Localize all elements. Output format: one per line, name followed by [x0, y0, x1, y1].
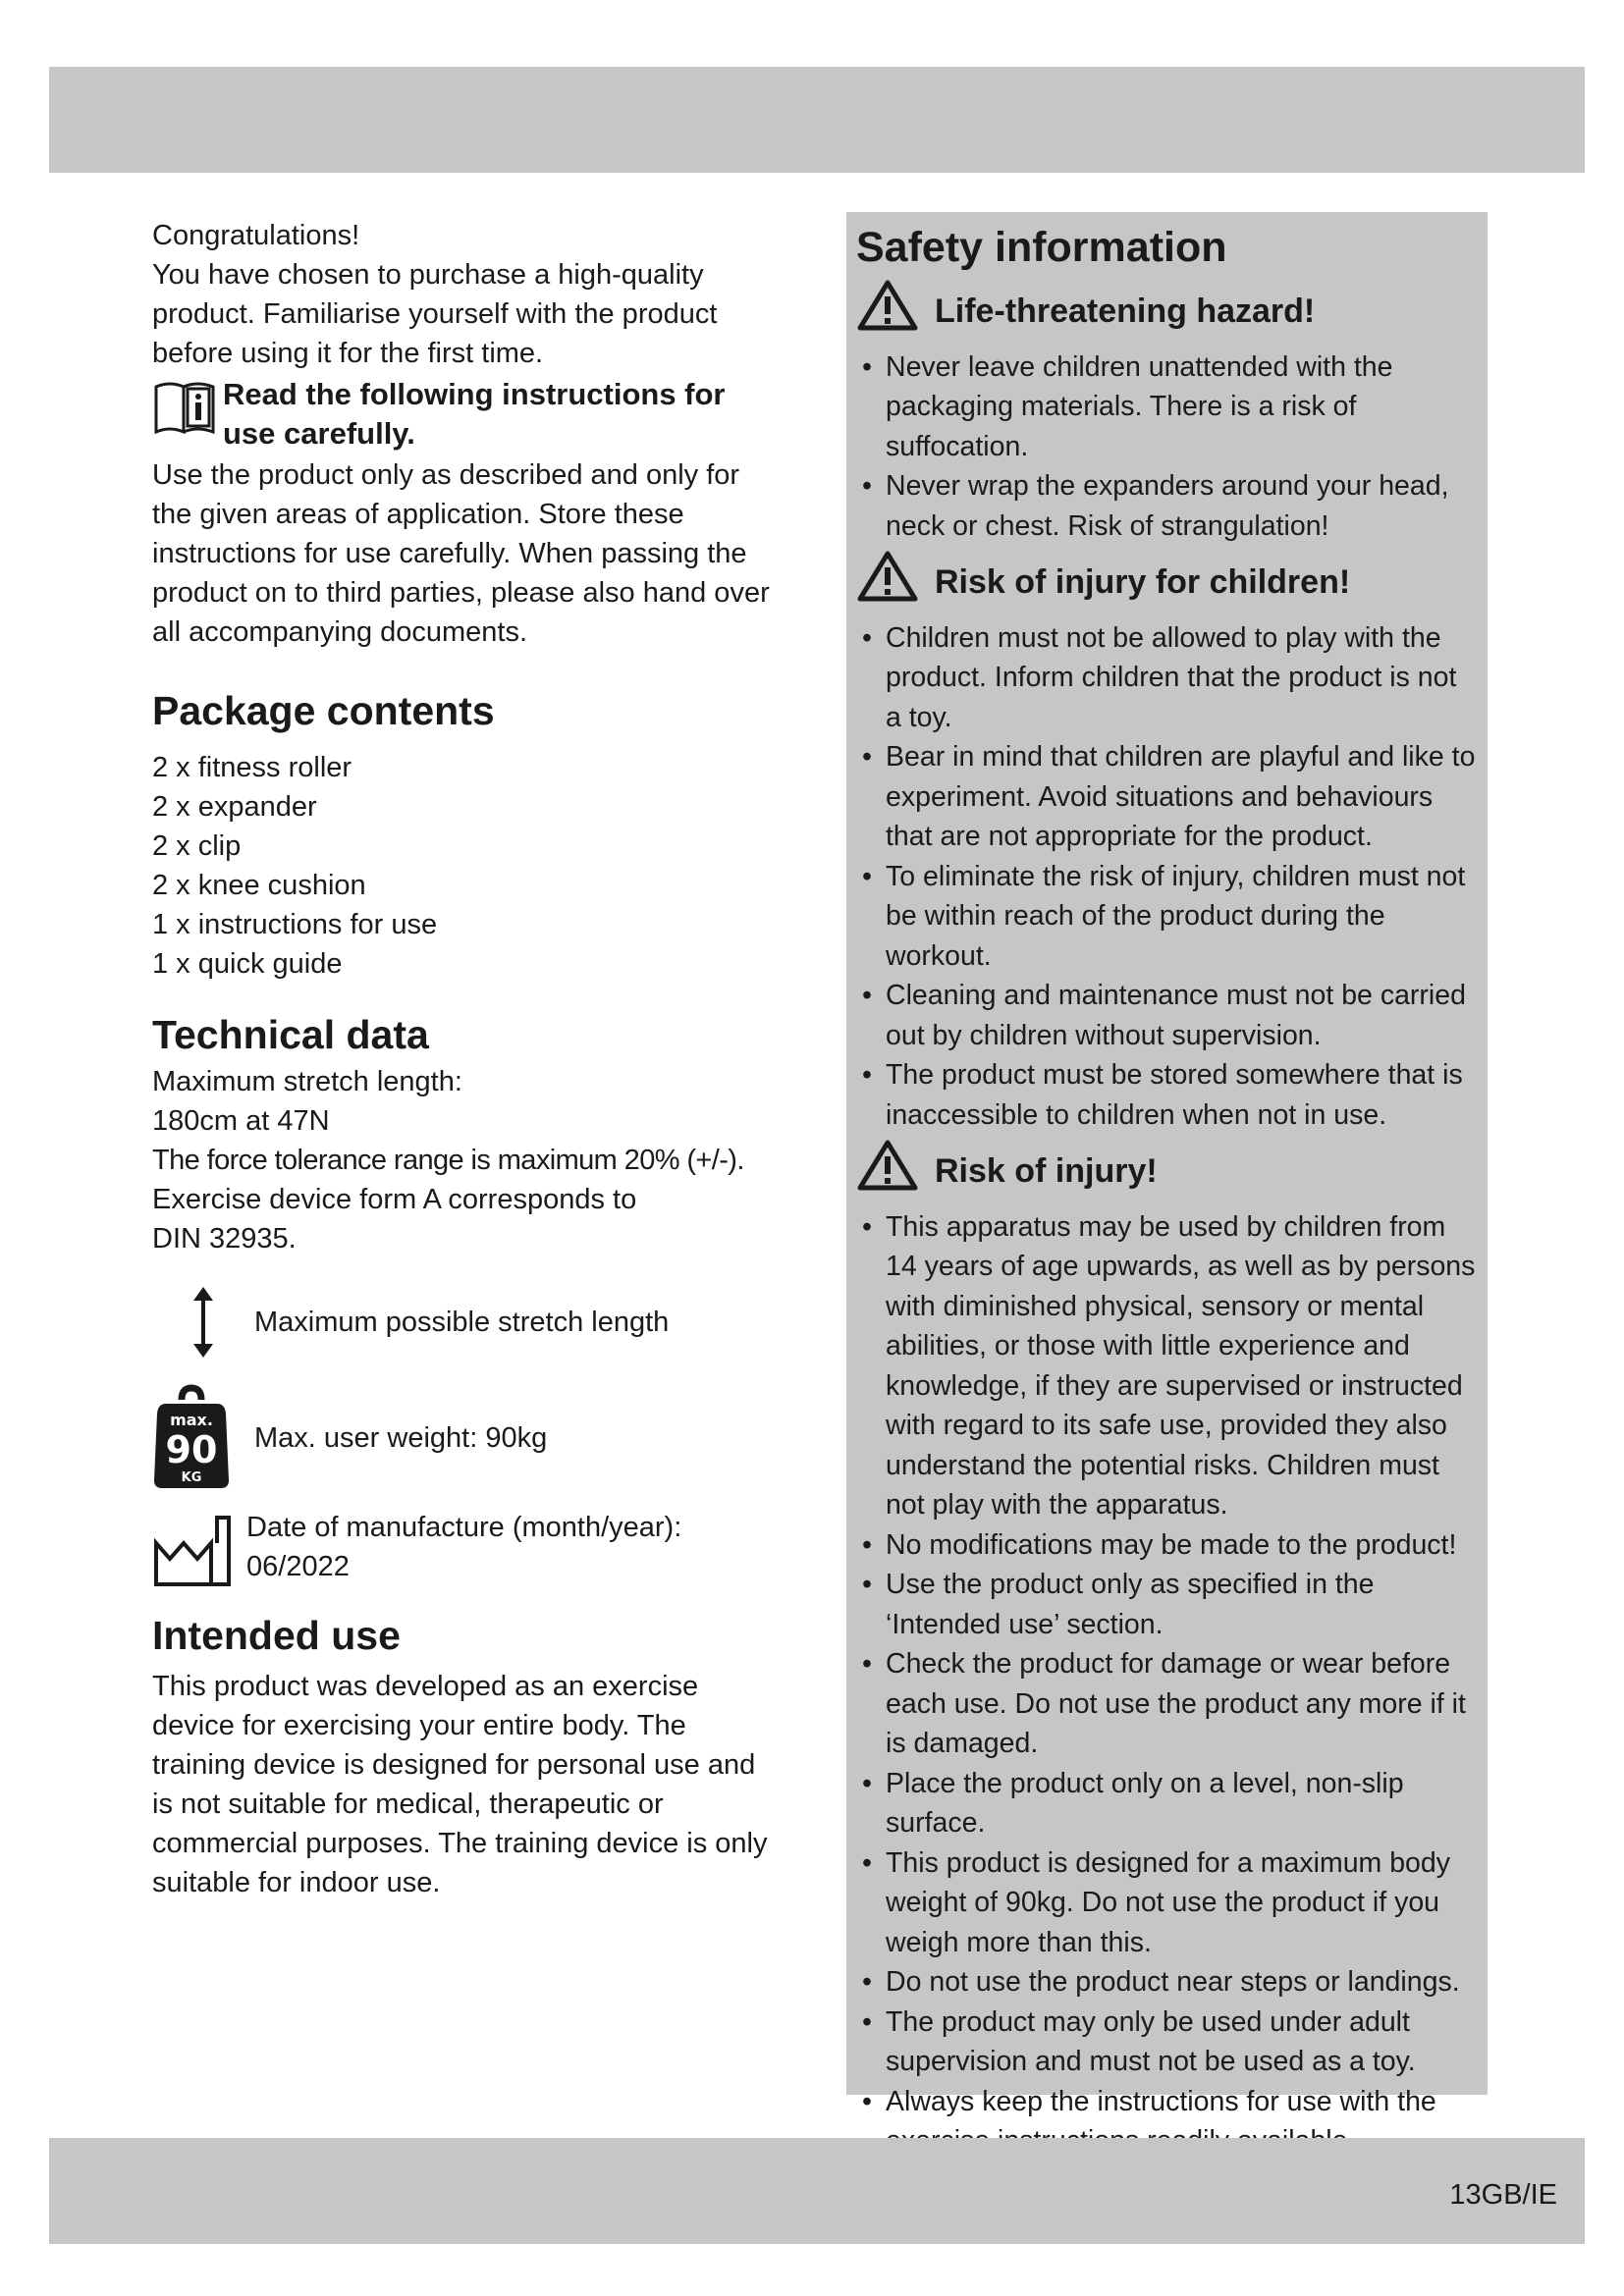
- user-weight-symbol: [152, 1384, 781, 1492]
- tech-line: The force tolerance range is maximum 20% (+/-).: [152, 1145, 744, 1176]
- manufacture-date-value: 06/2022: [246, 1551, 350, 1582]
- book-info-icon: [152, 379, 223, 447]
- user-weight-label: Max. user weight: 90kg: [254, 1422, 548, 1454]
- tech-line: 180cm at 47N: [152, 1105, 330, 1137]
- list-item: 2 x expander: [152, 791, 317, 823]
- read-instructions-note: [152, 375, 781, 454]
- intended-use-text: This product was developed as an exercise device for exercising your entire body. The training device is designed for personal use and is not suitable for medical, therapeutic or commercial purposes. The training device is only suitable for indoor use.: [152, 1671, 768, 1898]
- list-item: • Children must not be allowed to play with the product. Inform children that the product is not a toy.: [856, 618, 1478, 738]
- list-item: 2 x clip: [152, 830, 242, 862]
- page-number: 13GB/IE: [1449, 2179, 1557, 2211]
- footer-bar: [49, 2138, 1585, 2244]
- warning-triangle-icon: [856, 279, 935, 344]
- list-item: 1 x quick guide: [152, 948, 343, 980]
- technical-data-heading: Technical data: [152, 1012, 429, 1057]
- intro-text: You have chosen to purchase a high-quality product. Familiarise yourself with the product before using it for the first time.: [152, 259, 718, 369]
- list-item: • This apparatus may be used by children from 14 years of age upwards, as well as by persons with diminished physical, sensory or mental abilities, or those with little experience and knowledge, if they are supervised or instructed with regard to its safe use, provided they also understand the potential risks. Children must not play with the apparatus.: [856, 1207, 1478, 1525]
- list-item: • Place the product only on a level, non-slip surface.: [856, 1764, 1478, 1843]
- list-item: • Check the product for damage or wear before each use. Do not use the product any more if it is damaged.: [856, 1644, 1478, 1764]
- package-contents-heading: Package contents: [152, 688, 495, 733]
- list-item: • Bear in mind that children are playful and like to experiment. Avoid situations and behaviours that are not appropriate for the product.: [856, 737, 1478, 857]
- list-item: • Cleaning and maintenance must not be carried out by children without supervision.: [856, 976, 1478, 1055]
- list-item: • Never leave children unattended with the packaging materials. There is a risk of suffocation.: [856, 347, 1478, 467]
- manufacture-date-symbol: [152, 1508, 781, 1588]
- list-item: • The product must be stored somewhere that is inaccessible to children when not in use.: [856, 1055, 1478, 1135]
- warning-title: Risk of injury!: [935, 1151, 1158, 1190]
- tech-line: Maximum stretch length:: [152, 1066, 462, 1097]
- list-item: 2 x fitness roller: [152, 752, 352, 783]
- warning-list: [856, 347, 1478, 547]
- package-contents-list: [152, 748, 781, 984]
- warning-life-threatening: [856, 279, 1478, 344]
- header-bar: [49, 67, 1585, 173]
- stretch-length-symbol: [152, 1284, 781, 1361]
- manufacture-date-label: Date of manufacture (month/year):: [246, 1512, 682, 1543]
- warning-children: [856, 550, 1478, 614]
- warning-list: [856, 1207, 1478, 2162]
- stretch-length-label: Maximum possible stretch length: [254, 1307, 670, 1338]
- warning-list: [856, 618, 1478, 1136]
- list-item: • The product may only be used under adult supervision and must not be used as a toy.: [856, 2002, 1478, 2082]
- manufacture-date-icon: [152, 1514, 246, 1588]
- weight-icon-unit: KG: [181, 1470, 202, 1485]
- list-item: • Never wrap the expanders around your head, neck or chest. Risk of strangulation!: [856, 466, 1478, 546]
- safety-heading: Safety information: [856, 224, 1227, 271]
- weight-icon-max: max.: [170, 1411, 213, 1429]
- list-item: • Always keep the instructions for use with the: [856, 2082, 1478, 2162]
- warning-triangle-icon: [856, 550, 935, 614]
- list-item: • Do not use the product near steps or landings.: [856, 1962, 1478, 2002]
- intro-body: Use the product only as described and only for the given areas of application. Store these instructions for use carefully. When passing the product on to third parties, please also hand over all accompanying documents.: [152, 459, 770, 648]
- manufacture-date-text: [246, 1508, 681, 1586]
- list-item: • To eliminate the risk of injury, children must not be within reach of the product during the workout.: [856, 857, 1478, 977]
- intended-use-heading: Intended use: [152, 1613, 401, 1658]
- weight-icon-value: 90: [165, 1428, 218, 1471]
- list-item: • No modifications may be made to the product!: [856, 1525, 1478, 1566]
- list-item: • Use the product only as specified in the ‘Intended use’ section.: [856, 1565, 1478, 1644]
- list-item: 2 x knee cushion: [152, 870, 366, 901]
- warning-title: Life-threatening hazard!: [935, 292, 1316, 330]
- congratulations-text: Congratulations!: [152, 220, 360, 251]
- warning-title: Risk of injury for children!: [935, 562, 1351, 601]
- left-column: [152, 216, 781, 1902]
- weight-icon: [152, 1384, 254, 1492]
- list-item: • This product is designed for a maximum body weight of 90kg. Do not use the product if you weigh more than this.: [856, 1843, 1478, 1963]
- read-instructions-heading: Read the following instructions for use carefully.: [223, 377, 726, 451]
- tech-line: Exercise device form A corresponds to: [152, 1184, 637, 1215]
- double-arrow-icon: [152, 1285, 254, 1360]
- warning-injury: [856, 1139, 1478, 1203]
- safety-panel: [846, 212, 1488, 2117]
- list-item: 1 x instructions for use: [152, 909, 438, 940]
- tech-line: DIN 32935.: [152, 1223, 297, 1255]
- warning-triangle-icon: [856, 1139, 935, 1203]
